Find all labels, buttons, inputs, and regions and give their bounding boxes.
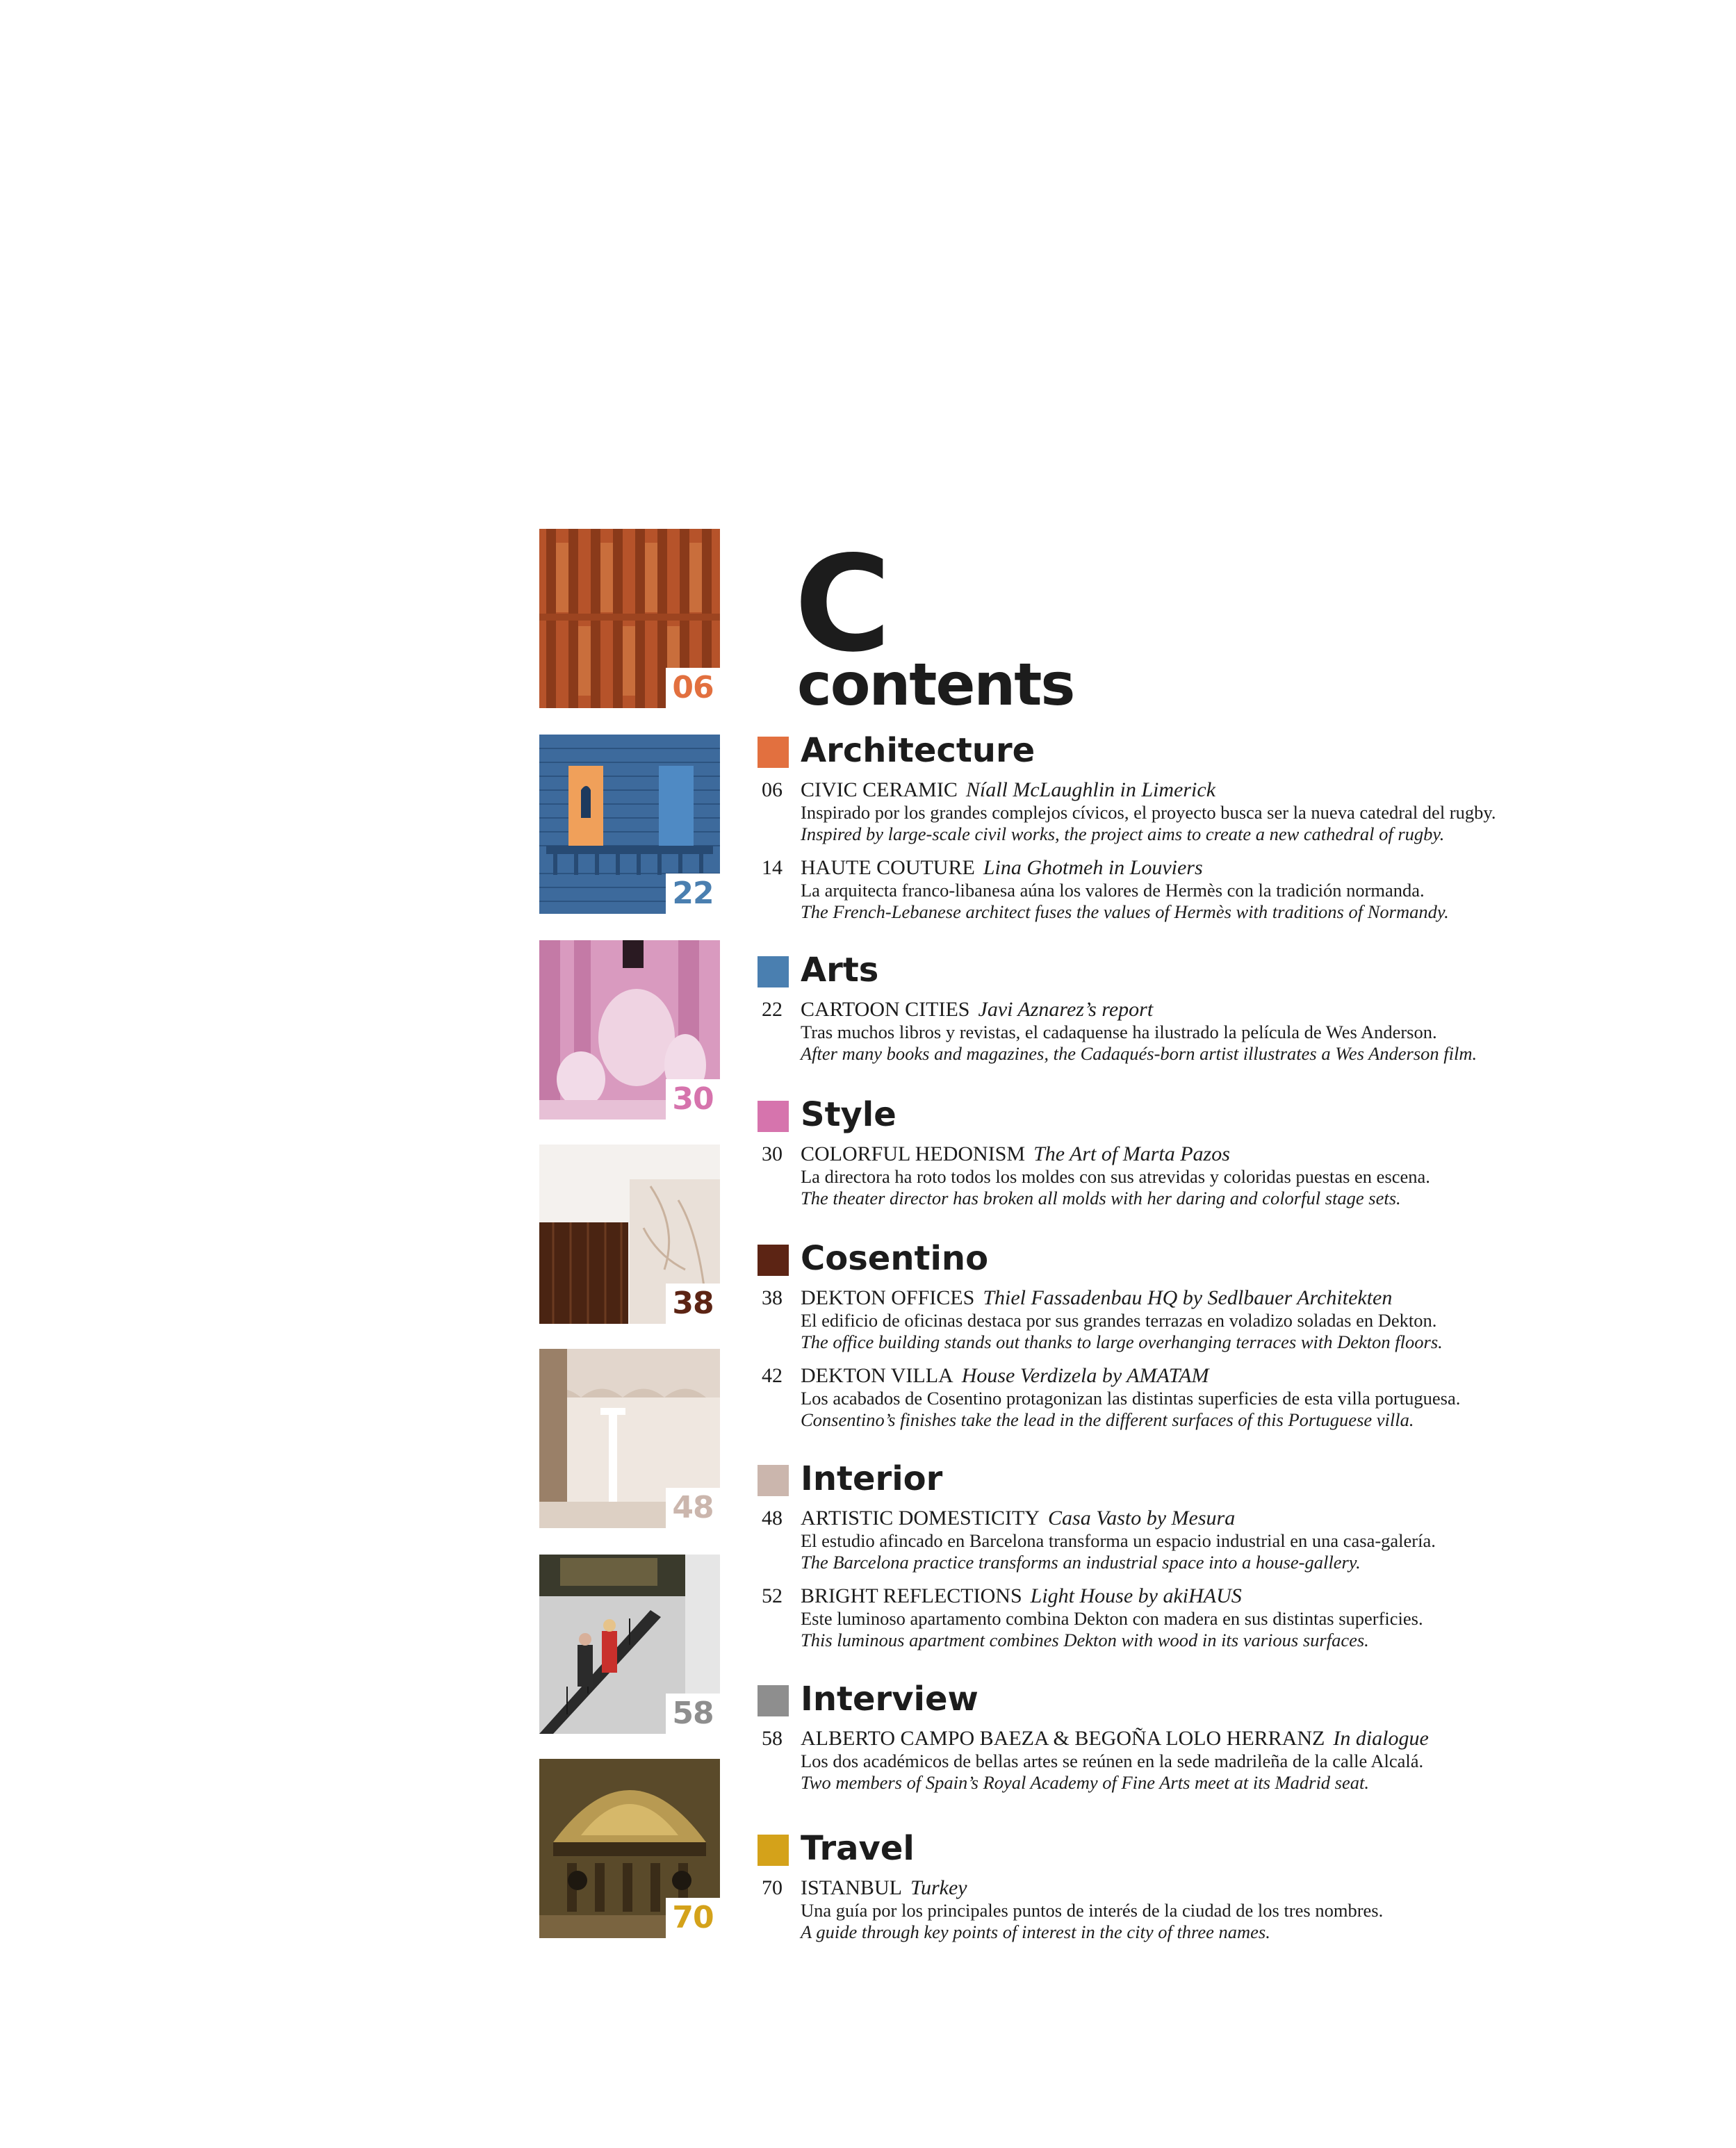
article-entry[interactable] [758, 1507, 1436, 1573]
thumbnail-arts[interactable] [539, 735, 720, 914]
section-cosentino [758, 1239, 1461, 1431]
article-title: ARTISTIC DOMESTICITY [801, 1507, 1040, 1530]
article-entry[interactable] [758, 1584, 1436, 1651]
article-title: COLORFUL HEDONISM [801, 1142, 1026, 1165]
big-letter-c: C [794, 527, 887, 681]
section-header [758, 1459, 1436, 1500]
section-header [758, 1680, 1429, 1720]
thumbnail-page-number: 70 [666, 1898, 720, 1938]
section-color-square [758, 1685, 789, 1716]
article-subtitle: Thiel Fassadenbau HQ by Sedlbauer Architekten [983, 1286, 1393, 1309]
article-summary-en: A guide through key points of interest in the city of three names. [801, 1921, 1270, 1942]
article-subtitle: Light House by akiHAUS [1030, 1584, 1242, 1607]
page-title: contents [797, 650, 1074, 719]
article-entry[interactable] [758, 1727, 1429, 1794]
thumbnail-page-number: 06 [666, 668, 720, 708]
article-entry[interactable] [758, 998, 1477, 1065]
article-page-number: 14 [762, 856, 783, 879]
section-header [758, 1095, 1430, 1136]
section-architecture [758, 731, 1496, 923]
section-interview [758, 1680, 1429, 1794]
section-header [758, 1239, 1460, 1279]
article-summary-es: Este luminoso apartamento combina Dekton con madera en sus distintas superficies. [801, 1608, 1423, 1629]
article-subtitle: Turkey [910, 1876, 967, 1899]
article-subtitle: In dialogue [1333, 1727, 1429, 1750]
thumbnail-architecture[interactable] [539, 529, 720, 708]
section-color-square [758, 1101, 789, 1132]
article-page-number: 30 [762, 1142, 783, 1165]
article-page-number: 22 [762, 998, 783, 1021]
article-summary-en: Two members of Spain’s Royal Academy of Fine Arts meet at its Madrid seat. [801, 1772, 1369, 1793]
article-subtitle: Javi Aznarez’s report [978, 998, 1154, 1021]
section-title[interactable]: Style [801, 1095, 896, 1134]
section-title[interactable]: Interview [801, 1680, 978, 1719]
section-header [758, 1829, 1383, 1869]
article-summary-en: The French-Lebanese architect fuses the values of Hermès with traditions of Normandy. [801, 901, 1449, 922]
article-heading [801, 778, 1496, 802]
section-arts [758, 951, 1477, 1065]
article-title: HAUTE COUTURE [801, 856, 975, 879]
section-color-square [758, 1465, 789, 1496]
article-title: ALBERTO CAMPO BAEZA & BEGOÑA LOLO HERRANZ [801, 1727, 1325, 1750]
section-header [758, 951, 1477, 991]
article-heading [801, 1584, 1436, 1608]
section-title[interactable]: Cosentino [801, 1239, 989, 1278]
article-title: DEKTON OFFICES [801, 1286, 975, 1309]
article-heading [801, 856, 1496, 880]
thumbnail-page-number: 38 [666, 1284, 720, 1324]
article-title: BRIGHT REFLECTIONS [801, 1584, 1022, 1607]
article-summary-es: El edificio de oficinas destaca por sus grandes terrazas en voladizo soladas en Dekton. [801, 1310, 1437, 1331]
article-summary-en: The office building stands out thanks to large overhanging terraces with Dekton floors. [801, 1331, 1443, 1352]
article-summary-en: The theater director has broken all molds with her daring and colorful stage sets. [801, 1188, 1401, 1208]
article-entry[interactable] [758, 1876, 1383, 1943]
article-summary-en: Inspired by large-scale civil works, the project aims to create a new cathedral of rugby. [801, 823, 1445, 844]
thumbnail-page-number: 58 [666, 1694, 720, 1734]
article-summary-es: La arquitecta franco-libanesa aúna los valores de Hermès con la tradición normanda. [801, 880, 1425, 901]
thumbnail-page-number: 30 [666, 1079, 720, 1120]
article-title: CIVIC CERAMIC [801, 778, 958, 801]
section-title[interactable]: Interior [801, 1459, 943, 1498]
article-entry[interactable] [758, 1142, 1430, 1209]
article-subtitle: Níall McLaughlin in Limerick [965, 778, 1216, 801]
article-summary-es: El estudio afincado en Barcelona transforma un espacio industrial en una casa-galería. [801, 1530, 1436, 1551]
thumbnail-travel[interactable] [539, 1759, 720, 1938]
article-entry[interactable] [758, 1286, 1460, 1353]
article-summary-en: Consentino’s finishes take the lead in the different surfaces of this Portuguese villa. [801, 1409, 1414, 1430]
article-heading [801, 1507, 1436, 1530]
thumbnail-page-number: 22 [666, 874, 720, 914]
thumbnail-style[interactable] [539, 940, 720, 1120]
section-color-square [758, 1245, 789, 1276]
section-color-square [758, 956, 789, 987]
section-color-square [758, 737, 789, 768]
thumbnail-page-number: 48 [666, 1488, 720, 1528]
article-entry[interactable] [758, 1364, 1460, 1431]
article-subtitle: The Art of Marta Pazos [1033, 1142, 1230, 1165]
article-entry[interactable] [758, 778, 1496, 845]
article-page-number: 58 [762, 1727, 783, 1750]
article-page-number: 70 [762, 1876, 783, 1899]
article-title: CARTOON CITIES [801, 998, 970, 1021]
thumbnail-interior[interactable] [539, 1349, 720, 1528]
article-subtitle: House Verdizela by AMATAM [961, 1364, 1209, 1387]
article-title: ISTANBUL [801, 1876, 902, 1899]
article-subtitle: Casa Vasto by Mesura [1048, 1507, 1236, 1530]
article-subtitle: Lina Ghotmeh in Louviers [983, 856, 1203, 879]
article-heading [801, 1727, 1429, 1751]
section-header [758, 731, 1496, 771]
article-page-number: 06 [762, 778, 783, 801]
article-summary-es: Los dos académicos de bellas artes se reúnen en la sede madrileña de la calle Alcalá. [801, 1751, 1424, 1771]
section-title[interactable]: Travel [801, 1829, 915, 1868]
article-summary-en: This luminous apartment combines Dekton with wood in its various surfaces. [801, 1630, 1369, 1650]
article-page-number: 52 [762, 1584, 783, 1607]
article-page-number: 48 [762, 1507, 783, 1530]
article-entry[interactable] [758, 856, 1496, 923]
thumbnail-interview[interactable] [539, 1555, 720, 1734]
article-summary-es: Los acabados de Cosentino protagonizan las distintas superficies de esta villa portuguesa. [801, 1388, 1461, 1409]
article-summary-en: After many books and magazines, the Cadaqués-born artist illustrates a Wes Anderson film. [801, 1043, 1477, 1064]
article-summary-es: Inspirado por los grandes complejos cívicos, el proyecto busca ser la nueva catedral del rugby. [801, 802, 1496, 823]
article-heading [801, 1286, 1460, 1310]
thumbnail-cosentino[interactable] [539, 1145, 720, 1324]
article-heading [801, 998, 1477, 1022]
article-summary-es: Una guía por los principales puntos de interés de la ciudad de los tres nombres. [801, 1900, 1384, 1921]
article-heading [801, 1364, 1460, 1388]
article-heading [801, 1876, 1383, 1900]
section-style [758, 1095, 1430, 1209]
section-interior [758, 1459, 1436, 1651]
section-title[interactable]: Arts [801, 951, 879, 990]
section-title[interactable]: Architecture [801, 731, 1035, 770]
article-page-number: 38 [762, 1286, 783, 1309]
section-travel [758, 1829, 1384, 1943]
article-summary-es: La directora ha roto todos los moldes con sus atrevidas y coloridas puestas en escena. [801, 1166, 1430, 1187]
article-summary-en: The Barcelona practice transforms an industrial space into a house-gallery. [801, 1552, 1361, 1573]
article-page-number: 42 [762, 1364, 783, 1387]
article-summary-es: Tras muchos libros y revistas, el cadaquense ha ilustrado la película de Wes Anderson. [801, 1022, 1437, 1042]
article-title: DEKTON VILLA [801, 1364, 953, 1387]
section-color-square [758, 1835, 789, 1866]
article-heading [801, 1142, 1430, 1166]
